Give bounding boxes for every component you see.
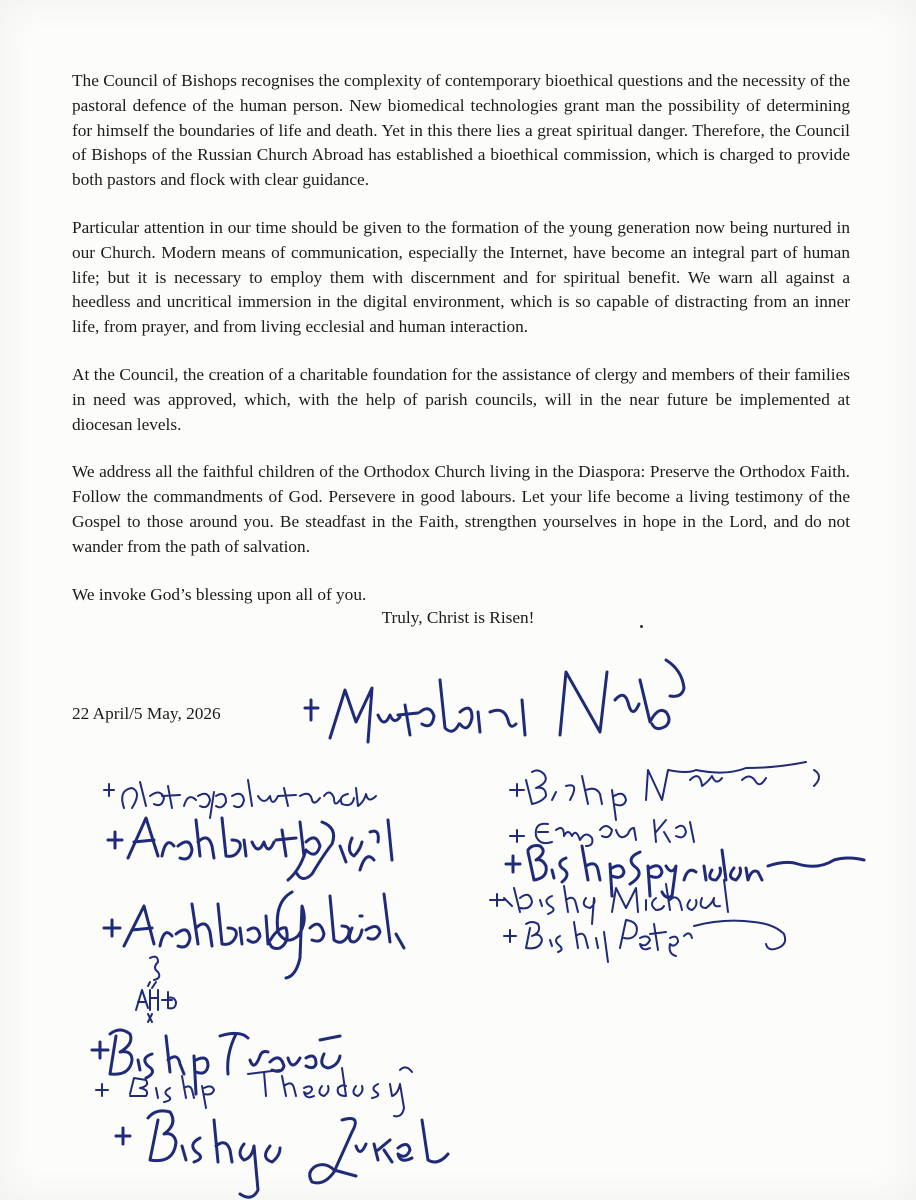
paragraph-bioethics: The Council of Bishops recognises the complexity of contemporary bioethical questions and the necessity of the pastoral defence of the human person. New biomedical technologies grant man the possibility of determining for himself the boundaries of life and death. Yet in this there lies a great spiritual danger. Therefore, the Council of Bishops of the Russian Church Abroad has established a bioethical commission, which is charged to provide both pastors and flock with clear guidance. — [72, 71, 850, 190]
paragraph-blessing: We invoke God’s blessing upon all of you. — [72, 584, 367, 604]
letter-date: 22 April/5 May, 2026 — [72, 704, 221, 723]
paragraph-exhortation: We address all the faithful children of the Orthodox Church living in the Diaspora: Preserve the Orthodox Faith. Follow the commandments of God. Persevere in good labours. Let your life become a living testimony of the Gospel to those around you. Be steadfast in the Faith, strengthen yourselves in hope in the Lord, and do not wander from the path of salvation. — [72, 462, 850, 556]
signature-bishop-irenei — [92, 1030, 340, 1094]
signature-bishop-michael — [490, 880, 728, 924]
signature-bishop-peter — [504, 920, 785, 962]
signature-metropolitan-mark — [104, 780, 376, 818]
closing-greeting: Truly, Christ is Risen! — [381, 608, 535, 627]
ink-dot — [640, 625, 643, 628]
signature-episkop-nikolai — [510, 820, 694, 846]
signature-bishop-spyridon — [506, 846, 864, 898]
letter-body — [72, 69, 850, 630]
signature-archbishop-kyril — [108, 818, 392, 880]
signature-bishop-theodosy — [96, 1067, 412, 1116]
signature-bishop-james — [510, 762, 819, 820]
paragraph-charity: At the Council, the creation of a charitable foundation for the assistance of clergy and members of their families in need was approved, which, with the help of parish councils, will in the near future be implemented at diocesan levels. — [72, 364, 850, 434]
paragraph-youth: Particular attention in our time should be given to the formation of the young generation now being nurtured in our Church. Modern means of communication, especially the Internet, have become an integral part of human life; but it is necessary to employ them with discernment and for spiritual benefit. We warn all against a heedless and uncritical immersion in the digital environment, which is so capable of distracting from an inner life, from prayer, and from living ecclesial and human interaction. — [72, 217, 850, 337]
signature-archbishop-gabriel — [104, 892, 404, 978]
signature-metropolitan-nicholas — [305, 660, 684, 742]
signature-monogram — [136, 957, 176, 1022]
signature-bishop-luke — [116, 1111, 448, 1197]
